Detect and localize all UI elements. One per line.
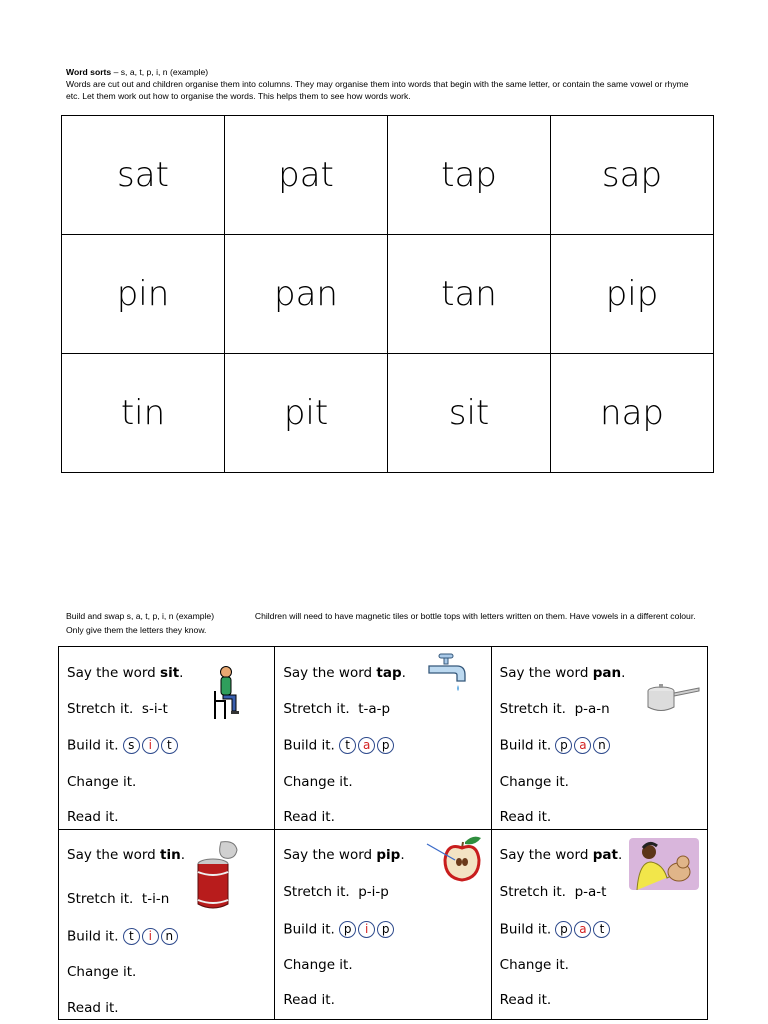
stretch-prefix: Stretch it. <box>283 701 350 717</box>
activity-card <box>275 830 491 1020</box>
stretch-line <box>500 884 607 900</box>
build-line <box>283 737 396 754</box>
card-row <box>59 647 708 830</box>
word-row <box>62 354 714 473</box>
stretch-sounds: s-i-t <box>133 701 168 717</box>
build-swap-description: Children will need to have magnetic tiles or bottle tops with letters written on them. Have vowels in a different colour. Only give them the letters they know. <box>66 611 696 635</box>
letter-tile[interactable]: p <box>555 737 572 754</box>
word-card[interactable]: pat <box>225 116 388 235</box>
stretch-sounds: t-a-p <box>349 701 391 717</box>
say-prefix: Say the word <box>67 847 161 863</box>
read-it-line: Read it. <box>67 809 119 825</box>
word-sorts-intro <box>66 66 696 102</box>
say-prefix: Say the word <box>499 847 593 863</box>
word-card[interactable]: nap <box>551 354 714 473</box>
say-prefix: Say the word <box>499 665 593 681</box>
stretch-line <box>67 701 168 717</box>
build-swap-intro <box>66 609 696 637</box>
stretch-sounds: p-a-n <box>565 701 610 717</box>
letter-tile[interactable]: t <box>161 737 178 754</box>
card-row <box>59 830 708 1020</box>
letter-tile[interactable]: a <box>358 737 375 754</box>
word-row <box>62 235 714 354</box>
saucepan-icon <box>645 681 701 719</box>
word-card[interactable]: tan <box>388 235 551 354</box>
change-it-line: Change it. <box>283 957 353 973</box>
letter-tile[interactable]: p <box>377 921 394 938</box>
word-sorts-description: Words are cut out and children organise them into columns. They may organise them into words that begin with the same letter, or contain the same vowel or rhyme etc. Let them work out how to organise the words. This helps them to see how words work. <box>66 79 689 101</box>
say-prefix: Say the word <box>283 847 377 863</box>
letter-tile[interactable]: n <box>161 928 178 945</box>
word-card[interactable]: pin <box>62 235 225 354</box>
stretch-sounds: p-a-t <box>565 884 607 900</box>
word-card[interactable]: tap <box>388 116 551 235</box>
word-card[interactable]: tin <box>62 354 225 473</box>
say-the-word-line: Say the word sit. <box>67 665 184 681</box>
stretch-prefix: Stretch it. <box>67 701 134 717</box>
say-the-word-line: Say the word pip. <box>283 847 405 863</box>
target-word: pip <box>376 847 401 863</box>
word-sort-grid <box>61 115 714 473</box>
build-line <box>283 921 396 938</box>
letter-tile[interactable]: p <box>377 737 394 754</box>
water-tap-icon <box>427 653 473 701</box>
build-line <box>67 928 180 945</box>
tin-can-icon <box>195 840 241 916</box>
word-card[interactable]: pan <box>225 235 388 354</box>
apple-pip-icon <box>425 834 483 888</box>
stretch-prefix: Stretch it. <box>499 884 566 900</box>
stretch-prefix: Stretch it. <box>499 701 566 717</box>
build-prefix: Build it. <box>67 737 123 754</box>
girl-patting-dog-icon <box>629 838 699 894</box>
change-it-line: Change it. <box>67 964 137 980</box>
letter-tile[interactable]: i <box>358 921 375 938</box>
say-the-word-line: Say the word tin. <box>67 847 186 863</box>
target-word: pat <box>592 847 618 863</box>
build-prefix: Build it. <box>67 928 123 945</box>
build-prefix: Build it. <box>283 921 340 938</box>
letter-tile[interactable]: t <box>123 928 140 945</box>
build-line <box>500 737 613 754</box>
target-word: pan <box>592 665 622 681</box>
read-it-line: Read it. <box>283 992 335 1008</box>
activity-card <box>59 830 275 1020</box>
stretch-sounds: t-i-n <box>133 891 170 907</box>
word-card[interactable]: sat <box>62 116 225 235</box>
word-card[interactable]: sit <box>388 354 551 473</box>
word-card[interactable]: sap <box>551 116 714 235</box>
letter-tile[interactable]: i <box>142 928 159 945</box>
letter-tile[interactable]: s <box>123 737 140 754</box>
letter-tile[interactable]: a <box>574 737 591 754</box>
say-prefix: Say the word <box>67 665 161 681</box>
stretch-line <box>283 884 389 900</box>
letter-tile[interactable]: t <box>593 921 610 938</box>
change-it-line: Change it. <box>499 774 569 790</box>
build-prefix: Build it. <box>499 921 556 938</box>
word-sorts-title-rest: – s, a, t, p, i, n (example) <box>111 67 209 77</box>
stretch-line <box>500 701 610 717</box>
say-the-word-line: Say the word tap. <box>283 665 406 681</box>
activity-card <box>275 647 491 830</box>
say-the-word-line: Say the word pat. <box>499 847 623 863</box>
letter-tile[interactable]: p <box>555 921 572 938</box>
read-it-line: Read it. <box>499 809 552 825</box>
read-it-line: Read it. <box>283 809 335 825</box>
build-line <box>67 737 180 754</box>
build-prefix: Build it. <box>499 737 556 754</box>
target-word: sit <box>160 665 180 681</box>
build-line <box>500 921 613 938</box>
target-word: tap <box>376 665 402 681</box>
build-swap-grid <box>58 646 708 1020</box>
letter-tile[interactable]: a <box>574 921 591 938</box>
word-card[interactable]: pit <box>225 354 388 473</box>
build-prefix: Build it. <box>283 737 340 754</box>
word-sorts-title: Word sorts <box>66 67 112 77</box>
say-the-word-line: Say the word pan. <box>499 665 626 681</box>
stretch-line <box>67 891 169 907</box>
letter-tile[interactable]: t <box>339 737 356 754</box>
stretch-prefix: Stretch it. <box>283 884 350 900</box>
activity-card <box>491 647 707 830</box>
word-row <box>62 116 714 235</box>
change-it-line: Change it. <box>283 774 353 790</box>
stretch-sounds: p-i-p <box>349 884 389 900</box>
read-it-line: Read it. <box>67 1000 119 1016</box>
letter-tile[interactable]: n <box>593 737 610 754</box>
letter-tile[interactable]: i <box>142 737 159 754</box>
stretch-line <box>283 701 390 717</box>
build-swap-title: Build and swap s, a, t, p, i, n (example) <box>66 611 215 621</box>
target-word: tin <box>160 847 181 863</box>
stretch-prefix: Stretch it. <box>67 891 134 907</box>
activity-card <box>59 647 275 830</box>
say-prefix: Say the word <box>283 665 377 681</box>
change-it-line: Change it. <box>67 774 137 790</box>
change-it-line: Change it. <box>499 957 569 973</box>
read-it-line: Read it. <box>499 992 552 1008</box>
word-card[interactable]: pip <box>551 235 714 354</box>
person-sitting-icon <box>210 665 244 725</box>
activity-card <box>491 830 707 1020</box>
letter-tile[interactable]: p <box>339 921 356 938</box>
